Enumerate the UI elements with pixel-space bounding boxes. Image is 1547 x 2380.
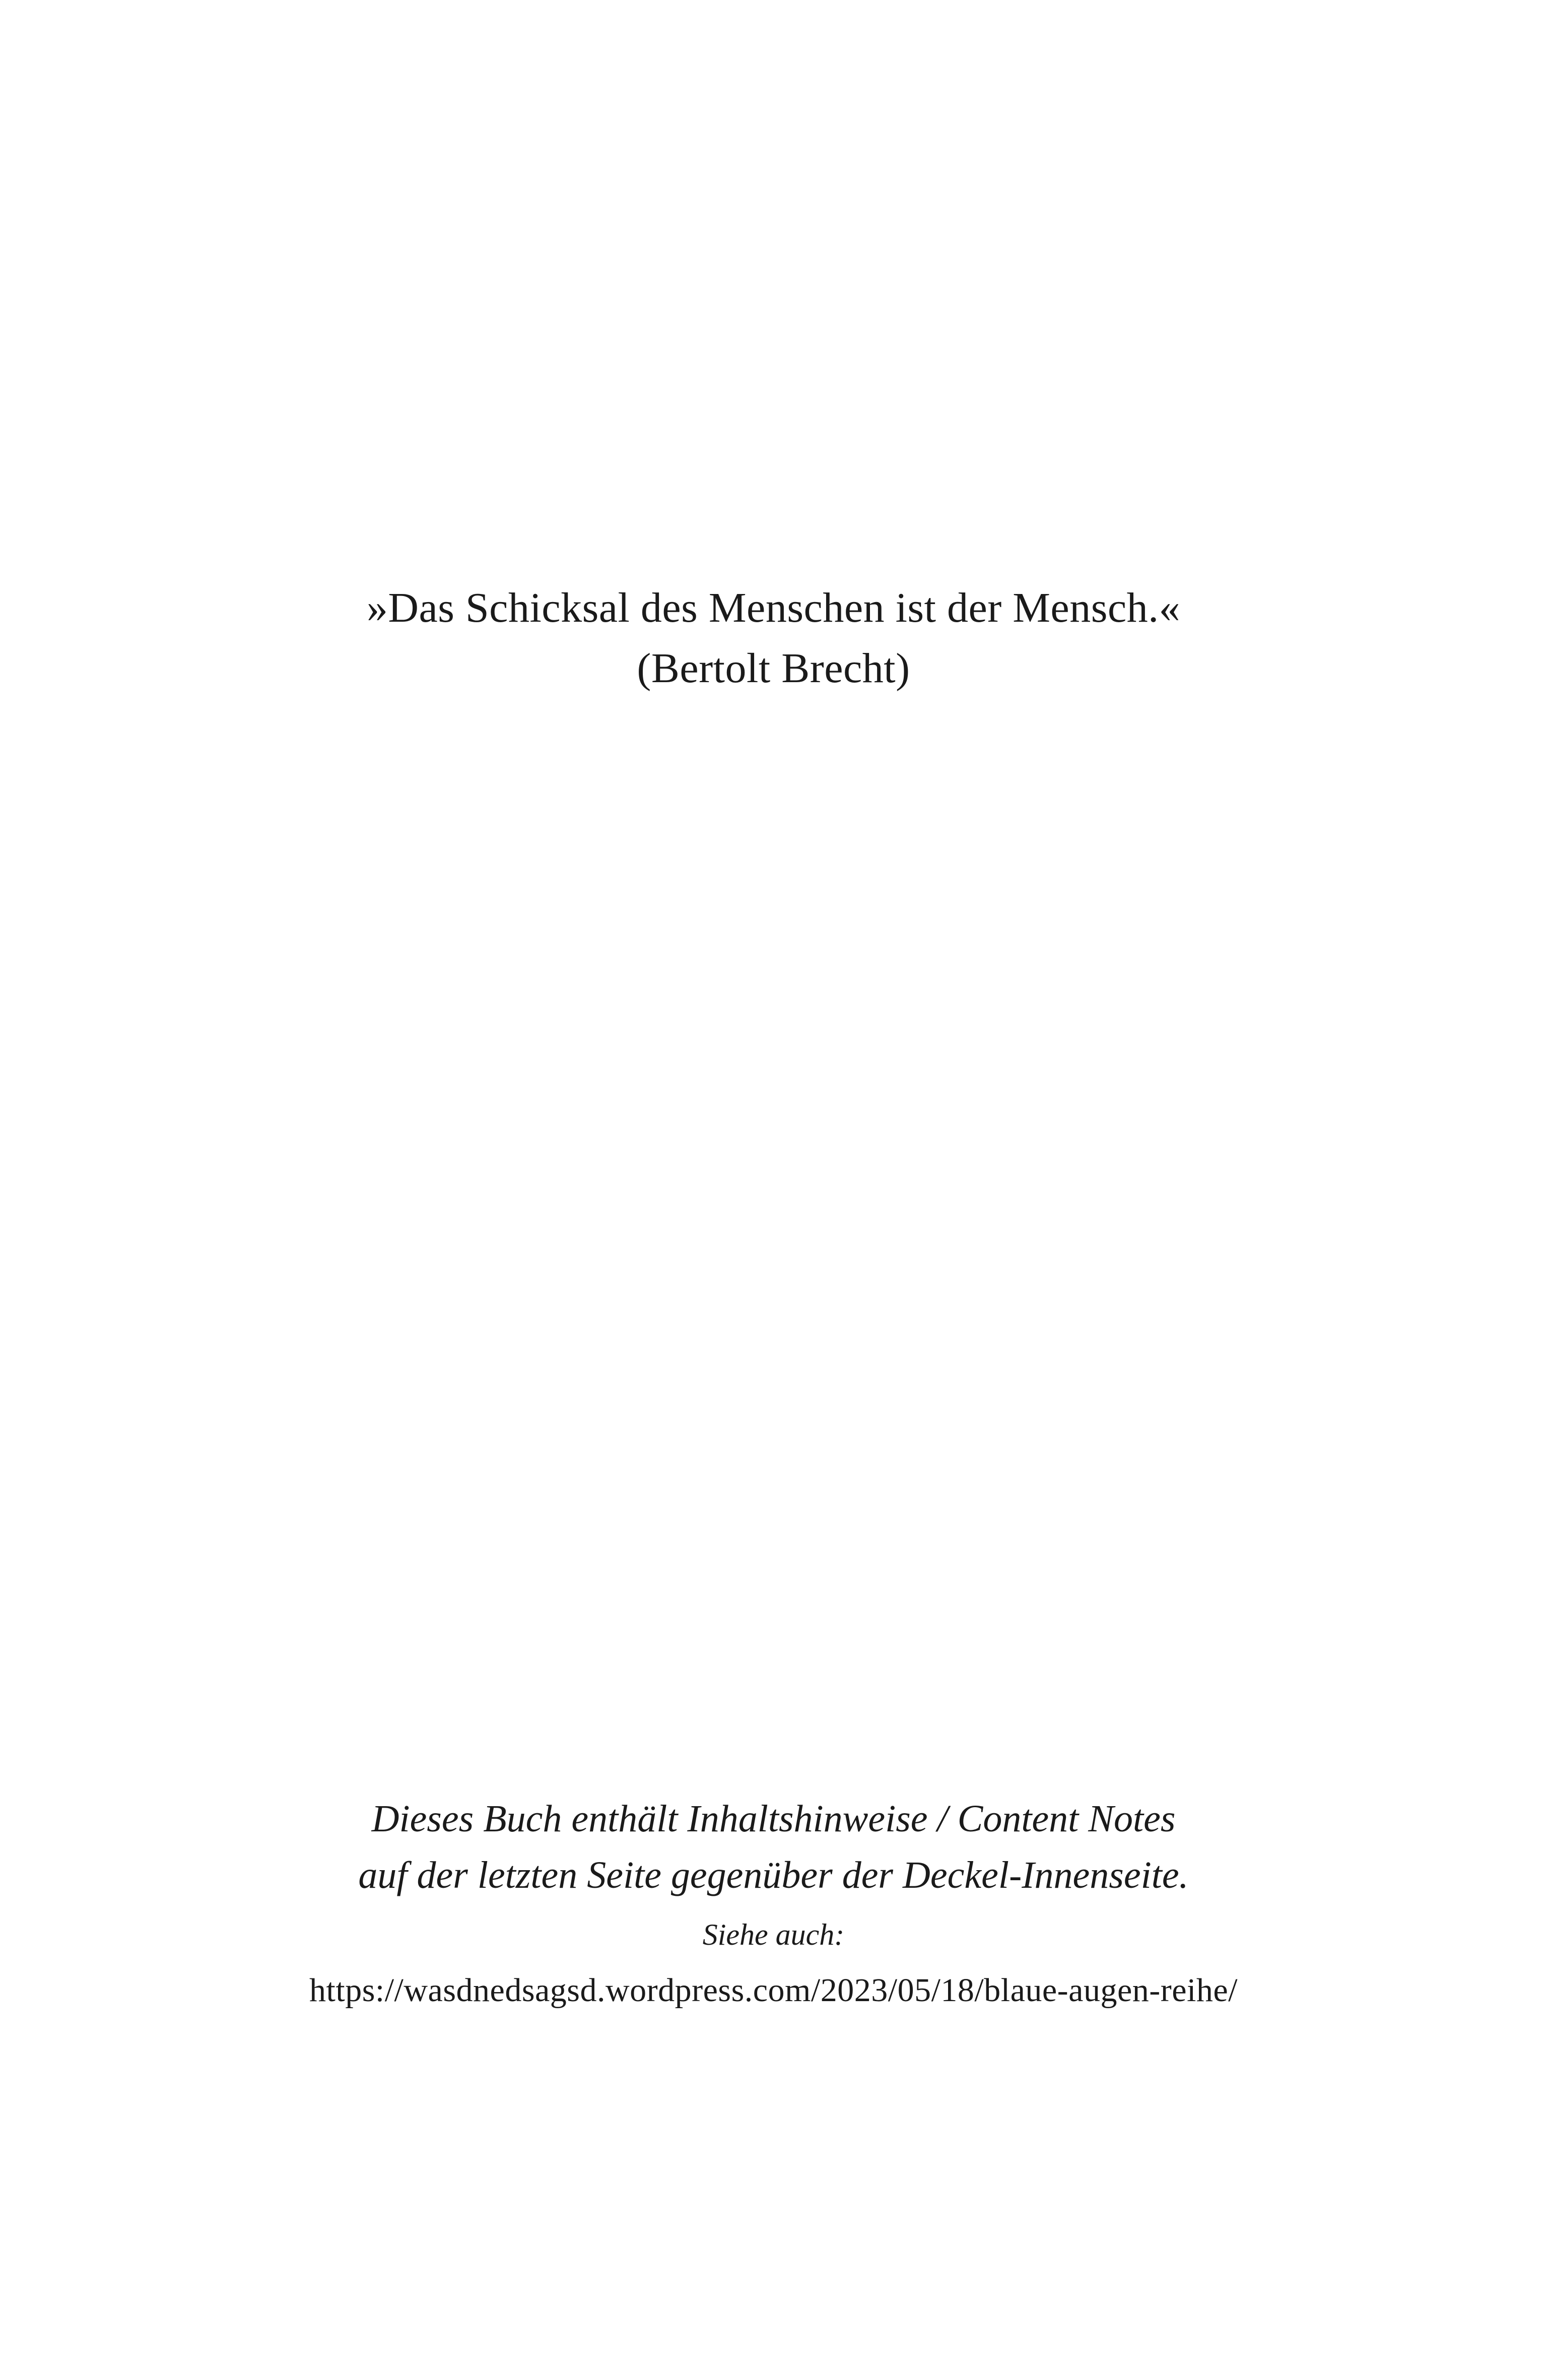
see-also-label: Siehe auch:	[702, 1918, 845, 1951]
epigraph-quote: »Das Schicksal des Menschen ist der Mensch.«	[366, 584, 1181, 631]
content-notes-line-2: auf der letzten Seite gegenüber der Deckel-Innenseite.	[358, 1854, 1189, 1896]
blog-url: https://wasdnedsagsd.wordpress.com/2023/05/18/blaue-augen-reihe/	[309, 1972, 1238, 2009]
epigraph-author: (Bertolt Brecht)	[637, 645, 910, 692]
content-notes-line-1: Dieses Buch enthält Inhaltshinweise / Content Notes	[371, 1798, 1176, 1840]
